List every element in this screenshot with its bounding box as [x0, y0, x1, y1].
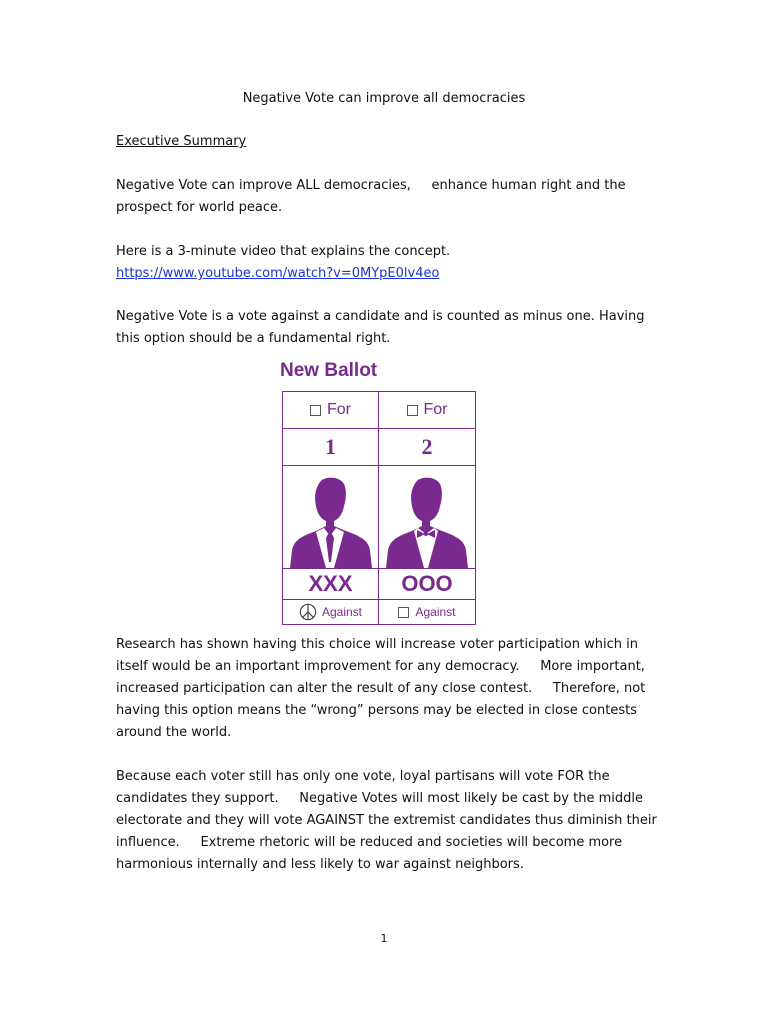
bowtie-silhouette-icon: [384, 476, 470, 568]
for-label: For: [423, 401, 448, 418]
suit-tie-silhouette-icon: [288, 476, 374, 568]
paragraph-definition: Negative Vote is a vote against a candidate and is counted as minus one. Having this option should be a fundamental right.: [116, 309, 645, 346]
against-label: Against: [321, 605, 363, 619]
for-option-1: [283, 392, 378, 429]
candidate-name: XXX: [283, 569, 378, 600]
paragraph-partisans: Because each voter still has only one vote, loyal partisans will vote FOR the candidates they support. Negative Votes will most likely be cast by the middle electorate and they will vote AGAINST the extremist candidates thus diminish their influence. Extreme rhetoric will be reduced and societies will become more harmonious internally and less likely to war against neighbors.: [116, 769, 661, 872]
ballot-grid: [282, 391, 476, 625]
for-option-2: [379, 392, 475, 429]
candidate-portrait: [379, 466, 475, 569]
video-description: Here is a 3-minute video that explains the concept.: [116, 244, 451, 259]
for-label: For: [327, 401, 351, 418]
ballot-title: New Ballot: [280, 360, 378, 381]
checkbox-icon: [398, 607, 409, 618]
candidate-number: 1: [283, 429, 378, 466]
paragraph-video: [116, 241, 661, 285]
candidate-column-2: [379, 392, 475, 624]
against-option-2: [379, 600, 475, 624]
peace-symbol-icon: [299, 603, 317, 621]
against-label: Against: [415, 605, 456, 619]
candidate-portrait: [283, 466, 378, 569]
executive-summary-heading: Executive Summary: [116, 134, 247, 149]
checkbox-icon: [310, 405, 321, 416]
candidate-name: OOO: [379, 569, 475, 600]
checkbox-icon: [407, 405, 418, 416]
candidate-column-1: [283, 392, 379, 624]
candidate-number: 2: [379, 429, 475, 466]
document-title: Negative Vote can improve all democracies: [242, 91, 526, 106]
page-number: 1: [380, 932, 388, 945]
video-link[interactable]: https://www.youtube.com/watch?v=0MYpE0lv4eo: [116, 266, 440, 281]
against-option-1: [283, 600, 378, 624]
ballot-illustration: [280, 360, 480, 630]
paragraph-research: Research has shown having this choice will increase voter participation which in itself would be an important improvement for any democracy. More important, increased participation can alter the result of any close contest. Therefore, not having this option means the “wrong” persons may be elected in close contests around the world.: [116, 637, 650, 740]
paragraph-intro: Negative Vote can improve ALL democracies, enhance human right and the prospect for world peace.: [116, 178, 630, 215]
